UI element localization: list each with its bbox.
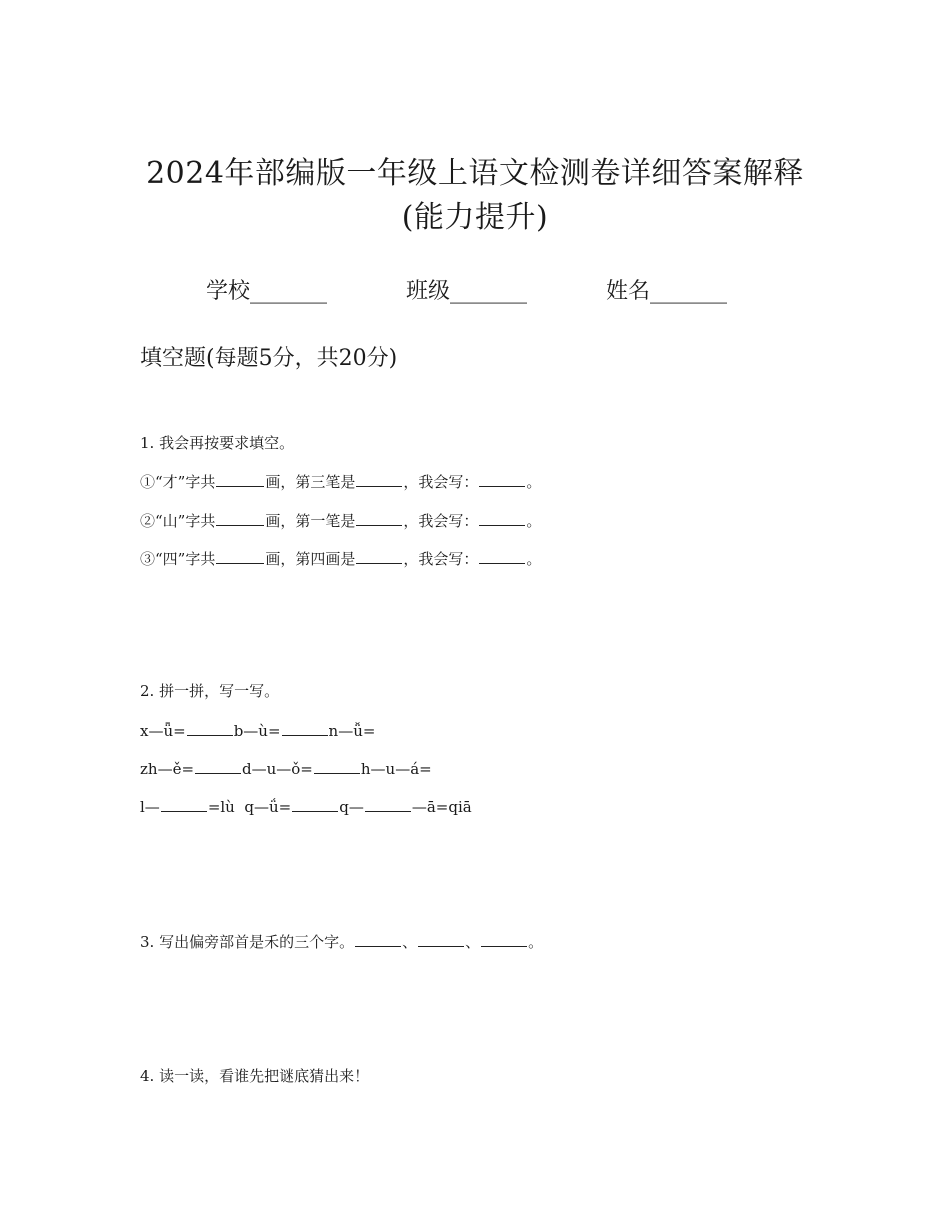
- q2-row-2-blank-1[interactable]: [195, 757, 241, 774]
- q1-row-1: [140, 470, 541, 493]
- q3-blank-2[interactable]: [418, 930, 464, 947]
- q2-row-2-text-b: d—u—ǒ=: [242, 760, 313, 778]
- q1-row-1-text-a: ①“才”字共: [140, 473, 216, 491]
- q2-row-2: [140, 757, 432, 780]
- q1-row-1-text-c: ，我会写：: [403, 473, 479, 491]
- q2-row-3-text-a: l—: [140, 798, 160, 816]
- q1-row-2-text-c: ，我会写：: [403, 512, 479, 530]
- q2-row-1-text-b: b—ù=: [233, 722, 281, 740]
- q2-row-1-text-c: n—ǚ=: [328, 722, 376, 740]
- q1-row-2-text-b: 画，第一笔是: [265, 512, 356, 530]
- q1-row-1-text-b: 画，第三笔是: [265, 473, 356, 491]
- q3-sep-1: 、: [402, 933, 418, 951]
- q2-row-1: [140, 719, 375, 742]
- q4-stem: 4. 读一读，看谁先把谜底猜出来！: [140, 1067, 370, 1085]
- q1-row-3-write-blank[interactable]: [479, 547, 525, 564]
- q3-stem: 3. 写出偏旁部首是禾的三个字。: [140, 933, 355, 951]
- section-heading: 填空题(每题5分，共20分): [140, 346, 398, 371]
- exam-title: 2024年部编版一年级上语文检测卷详细答案解释: [146, 156, 804, 191]
- q1-row-2-text-d: 。: [526, 512, 542, 530]
- q1-row-2: [140, 509, 541, 532]
- class-field[interactable]: 班级_______: [406, 279, 528, 304]
- q2-row-3: [140, 795, 472, 818]
- q1-row-3-stroke-count-blank[interactable]: [216, 547, 264, 564]
- q2-row-3-text-b: =lù q—ǘ=: [207, 798, 292, 816]
- q2-row-1-text-a: x—ǖ=: [140, 722, 186, 740]
- q1-row-2-write-blank[interactable]: [479, 509, 525, 526]
- q2-row-1-blank-2[interactable]: [282, 719, 328, 736]
- q2-row-3-text-c: q—: [339, 798, 364, 816]
- q3-row: [140, 930, 543, 953]
- q1-row-3-text-a: ③“四”字共: [140, 550, 216, 568]
- school-field[interactable]: 学校_______: [206, 279, 328, 304]
- q1-row-2-stroke-blank[interactable]: [356, 509, 402, 526]
- name-field[interactable]: 姓名_______: [606, 279, 728, 304]
- q1-row-3-text-b: 画，第四画是: [265, 550, 356, 568]
- q1-row-1-text-d: 。: [526, 473, 542, 491]
- q1-row-3-text-d: 。: [526, 550, 542, 568]
- q1-row-1-stroke-count-blank[interactable]: [216, 470, 264, 487]
- q1-row-3-stroke-blank[interactable]: [356, 547, 402, 564]
- q2-row-2-text-c: h—u—á=: [360, 760, 432, 778]
- q2-stem: 2. 拼一拼，写一写。: [140, 682, 280, 700]
- q1-row-3: [140, 547, 541, 570]
- q3-blank-1[interactable]: [355, 930, 401, 947]
- q2-row-2-text-a: zh—ě=: [140, 760, 195, 778]
- q1-row-1-write-blank[interactable]: [479, 470, 525, 487]
- q2-row-3-blank-1[interactable]: [161, 795, 207, 812]
- q2-row-3-text-d: —ā=qiā: [411, 798, 472, 816]
- q1-stem: 1. 我会再按要求填空。: [140, 434, 295, 452]
- q2-row-3-blank-3[interactable]: [365, 795, 411, 812]
- q2-row-1-blank-1[interactable]: [187, 719, 233, 736]
- q3-end: 。: [528, 933, 544, 951]
- exam-subtitle: (能力提升): [401, 200, 549, 235]
- q1-row-2-text-a: ②“山”字共: [140, 512, 216, 530]
- q1-row-1-stroke-blank[interactable]: [356, 470, 402, 487]
- q2-row-2-blank-2[interactable]: [314, 757, 360, 774]
- q2-row-3-blank-2[interactable]: [292, 795, 338, 812]
- q1-row-3-text-c: ，我会写：: [403, 550, 479, 568]
- q3-blank-3[interactable]: [481, 930, 527, 947]
- q1-row-2-stroke-count-blank[interactable]: [216, 509, 264, 526]
- q3-sep-2: 、: [465, 933, 481, 951]
